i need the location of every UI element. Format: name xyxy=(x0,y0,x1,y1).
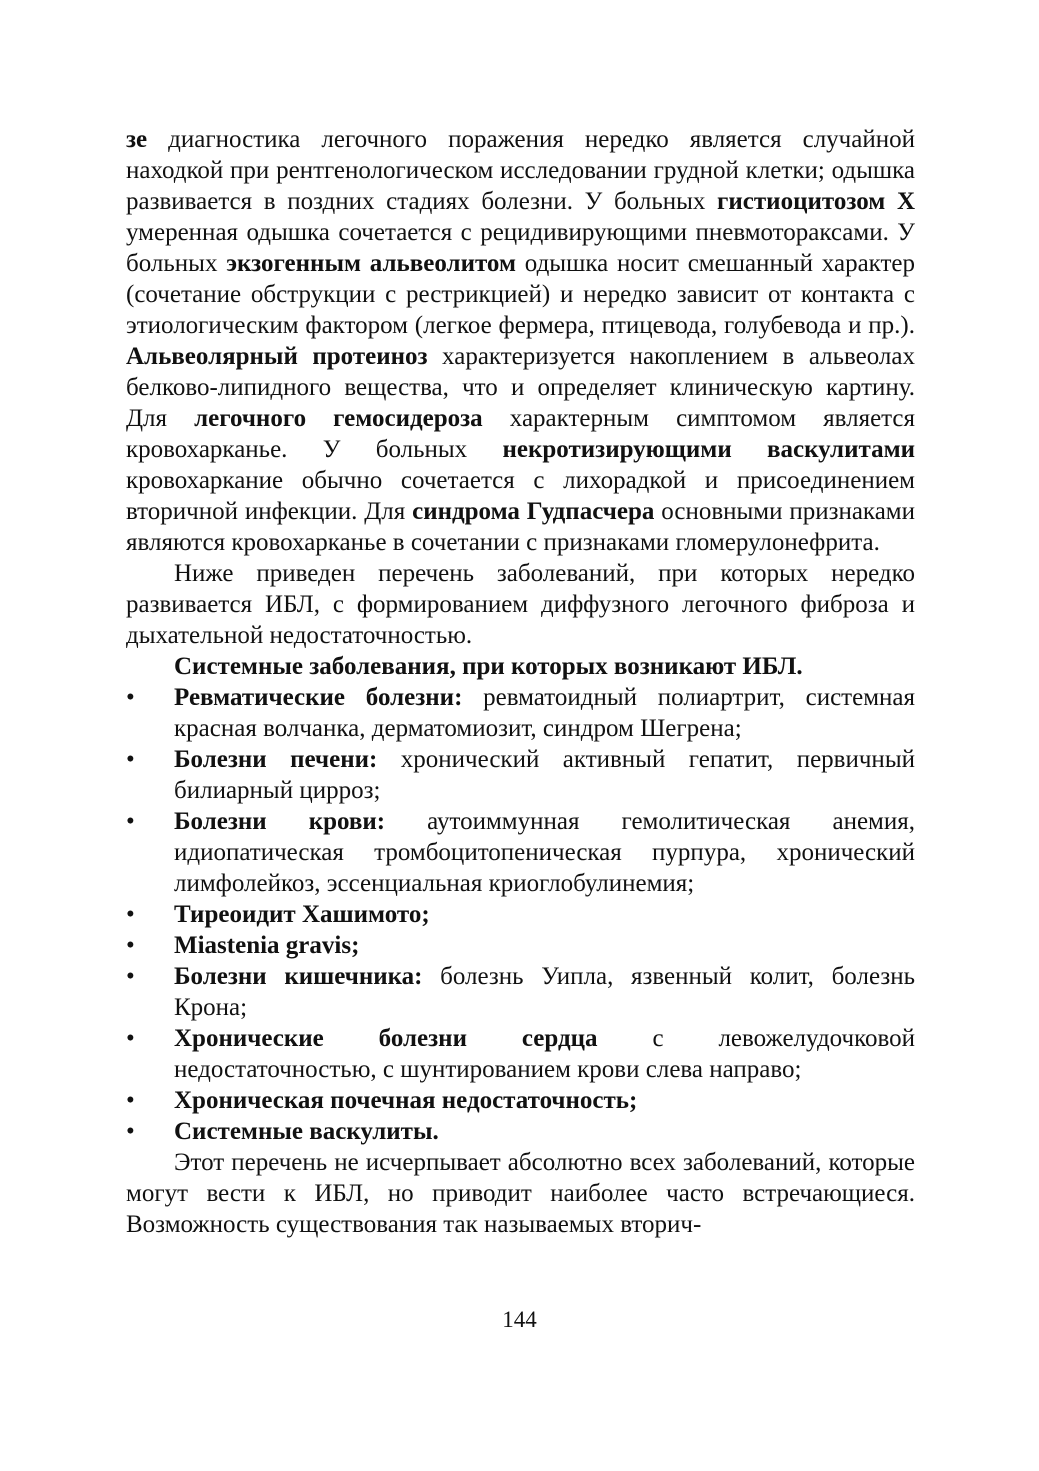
bullet-icon: • xyxy=(126,963,135,990)
bullet-icon: • xyxy=(126,1118,135,1145)
bullet-icon: • xyxy=(126,1025,135,1052)
list-item xyxy=(126,806,915,899)
bold-term: зе xyxy=(126,126,148,153)
list-item xyxy=(126,1116,915,1147)
list-item-term: Тиреоидит Хашимото; xyxy=(174,901,430,928)
list-item-term: Хронические болезни сердца xyxy=(174,1025,598,1052)
list-item-term: Ревматические болезни: xyxy=(174,684,463,711)
text-run: характеризуется накоплением в альвеолах белково-липидного вещества, что и определяет клиническую картину. Для xyxy=(126,343,916,432)
bullet-icon: • xyxy=(126,746,135,773)
bold-term: некротизирующими васкулитами xyxy=(502,436,915,463)
bold-term: легочного гемосидероза xyxy=(194,405,483,432)
list-item-term: Системные васкулиты. xyxy=(174,1118,439,1145)
bold-term: синдрома Гудпасчера xyxy=(412,498,655,525)
list-item-term: Болезни кишечника: xyxy=(174,963,423,990)
list-item xyxy=(126,682,915,744)
paragraph-conclusion: Этот перечень не исчерпывает абсолютно всех заболеваний, которые могут вести к ИБЛ, но приводит наиболее часто встречающиеся. Возможность существования так называемых вторич- xyxy=(126,1149,915,1238)
list-item xyxy=(126,1085,915,1116)
disease-list xyxy=(126,682,915,1147)
list-item-text: хронический активный гепатит, первичный билиарный цирроз; xyxy=(174,746,915,804)
list-item-term: Miastenia gravis; xyxy=(174,932,360,959)
list-item-term: Болезни крови: xyxy=(174,808,386,835)
list-item-text: с левожелудочковой недостаточностью, с шунтированием крови слева направо; xyxy=(174,1025,915,1083)
bold-term: Альвеолярный протеиноз xyxy=(126,343,428,370)
bullet-icon: • xyxy=(126,901,135,928)
bold-term: гистиоцитозом Х xyxy=(717,188,915,215)
text-run: диагностика легочного поражения нередко является случайной находкой при рентгенологическом исследовании грудной клетки; одышка развивается в поздних стадиях болезни. У больных xyxy=(126,126,915,215)
bullet-icon: • xyxy=(126,684,135,711)
bullet-icon: • xyxy=(126,808,135,835)
list-item-text: аутоиммунная гемолитическая анемия, идиопатическая тромбоцитопеническая пурпура, хронический лимфолейкоз, эссенциальная криоглобулинемия; xyxy=(174,808,915,897)
text-run: кровохаркание обычно сочетается с лихорадкой и присоединением вторичной инфекции. Для xyxy=(126,467,915,525)
list-item xyxy=(126,899,915,930)
section-heading: Системные заболевания, при которых возникают ИБЛ. xyxy=(174,653,803,680)
text-run: одышка носит смешанный характер (сочетание обструкции с рестрикцией) и нередко зависит от контакта с этиологическим фактором (легкое фермера, птицевода, голубевода и пр.). xyxy=(126,250,915,339)
list-item-term: Болезни печени: xyxy=(174,746,378,773)
list-item xyxy=(126,930,915,961)
text-run: основными признаками являются кровохарканье в сочетании с признаками гломерулонефрита. xyxy=(126,498,915,556)
paragraph-intro xyxy=(126,124,915,558)
page-body xyxy=(126,124,915,1240)
text-run: характерным симптомом является кровохарканье. У больных xyxy=(126,405,916,463)
list-item-text: ревматоидный полиартрит, системная красная волчанка, дерматомиозит, синдром Шегрена; xyxy=(174,684,915,742)
list-item-term: Хроническая почечная недостаточность; xyxy=(174,1087,638,1114)
paragraph-list-intro: Ниже приведен перечень заболеваний, при которых нередко развивается ИБЛ, с формированием диффузного легочного фиброза и дыхательной недостаточностью. xyxy=(126,560,915,649)
list-item xyxy=(126,1023,915,1085)
page-number: 144 xyxy=(502,1307,537,1332)
bullet-icon: • xyxy=(126,1087,135,1114)
bold-term: экзогенным альвеолитом xyxy=(226,250,516,277)
list-item-text: болезнь Уипла, язвенный колит, болезнь Крона; xyxy=(174,963,916,1021)
bullet-icon: • xyxy=(126,932,135,959)
text-run: умеренная одышка сочетается с рецидивирующими пневмотораксами. У больных xyxy=(126,219,915,277)
list-item xyxy=(126,961,915,1023)
list-item xyxy=(126,744,915,806)
